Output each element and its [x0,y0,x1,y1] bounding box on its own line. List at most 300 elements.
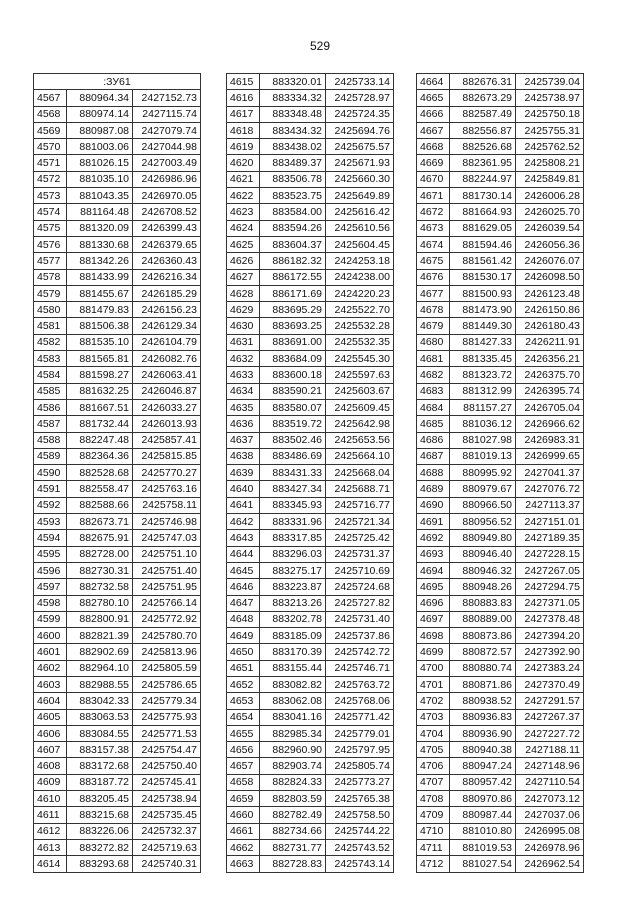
x-coordinate: 883202.78 [260,611,326,627]
point-number: 4698 [417,628,450,644]
point-number: 4707 [417,774,450,790]
table-row [227,465,394,481]
x-coordinate: 883320.01 [260,74,326,90]
point-number: 4675 [417,253,450,269]
point-number: 4699 [417,644,450,660]
point-number: 4582 [34,334,67,350]
y-coordinate: 2425751.40 [133,562,201,578]
point-number: 4712 [417,856,450,872]
x-coordinate: 883082.82 [260,676,326,692]
y-coordinate: 2426983.31 [516,432,584,448]
point-number: 4605 [34,709,67,725]
point-number: 4629 [227,302,260,318]
point-number: 4577 [34,253,67,269]
x-coordinate: 881473.90 [450,302,516,318]
x-coordinate: 880964.34 [67,90,133,106]
point-number: 4655 [227,725,260,741]
point-number: 4590 [34,465,67,481]
y-coordinate: 2425746.98 [133,514,201,530]
table-row [34,514,201,530]
x-coordinate: 882673.71 [67,514,133,530]
y-coordinate: 2425732.37 [133,823,201,839]
x-coordinate: 883331.96 [260,514,326,530]
point-number: 4654 [227,709,260,725]
point-number: 4620 [227,155,260,171]
table-row [417,318,584,334]
table-row [417,497,584,513]
table-row [227,530,394,546]
table-row [227,171,394,187]
x-coordinate: 881479.83 [67,302,133,318]
point-number: 4661 [227,823,260,839]
y-coordinate: 2427152.73 [133,90,201,106]
point-number: 4593 [34,514,67,530]
x-coordinate: 886172.55 [260,269,326,285]
table-row [417,709,584,725]
x-coordinate: 881433.99 [67,269,133,285]
point-number: 4683 [417,383,450,399]
table-row [34,416,201,432]
x-coordinate: 883431.33 [260,465,326,481]
point-number: 4615 [227,74,260,90]
point-number: 4610 [34,791,67,807]
x-coordinate: 882556.87 [450,122,516,138]
point-number: 4572 [34,171,67,187]
table-row [417,269,584,285]
y-coordinate: 2425727.82 [326,595,394,611]
table-row [227,758,394,774]
y-coordinate: 2425755.31 [516,122,584,138]
y-coordinate: 2425771.42 [326,709,394,725]
table-row [34,269,201,285]
x-coordinate: 882528.68 [67,465,133,481]
x-coordinate: 881019.53 [450,839,516,855]
point-number: 4641 [227,497,260,513]
y-coordinate: 2426399.43 [133,220,201,236]
table-row [227,644,394,660]
y-coordinate: 2425653.56 [326,432,394,448]
table-row [227,432,394,448]
y-coordinate: 2427228.15 [516,546,584,562]
table-row [34,122,201,138]
point-number: 4678 [417,302,450,318]
table-row [34,628,201,644]
point-number: 4708 [417,791,450,807]
point-number: 4691 [417,514,450,530]
y-coordinate: 2425744.22 [326,823,394,839]
point-number: 4680 [417,334,450,350]
y-coordinate: 2425737.86 [326,628,394,644]
y-coordinate: 2425808.21 [516,155,584,171]
y-coordinate: 2427148.96 [516,758,584,774]
y-coordinate: 2426705.04 [516,399,584,415]
table-row [34,236,201,252]
table-row [417,628,584,644]
x-coordinate: 880936.83 [450,709,516,725]
x-coordinate: 881342.26 [67,253,133,269]
table-row [34,676,201,692]
y-coordinate: 2427189.35 [516,530,584,546]
y-coordinate: 2425675.57 [326,139,394,155]
x-coordinate: 882588.66 [67,497,133,513]
point-number: 4596 [34,562,67,578]
point-number: 4686 [417,432,450,448]
point-number: 4709 [417,807,450,823]
x-coordinate: 883486.69 [260,448,326,464]
point-number: 4647 [227,595,260,611]
point-number: 4609 [34,774,67,790]
table-row [227,90,394,106]
y-coordinate: 2425728.97 [326,90,394,106]
y-coordinate: 2425545.30 [326,351,394,367]
table-row [417,579,584,595]
y-coordinate: 2426379.65 [133,236,201,252]
table-row [227,693,394,709]
point-number: 4690 [417,497,450,513]
y-coordinate: 2427073.12 [516,791,584,807]
y-coordinate: 2426123.48 [516,285,584,301]
x-coordinate: 881500.93 [450,285,516,301]
point-number: 4696 [417,595,450,611]
point-number: 4603 [34,676,67,692]
table-row [227,334,394,350]
table-row [227,236,394,252]
point-number: 4626 [227,253,260,269]
table-row [227,514,394,530]
y-coordinate: 2425813.96 [133,644,201,660]
y-coordinate: 2425751.95 [133,579,201,595]
table-row [227,285,394,301]
point-number: 4581 [34,318,67,334]
point-number: 4634 [227,383,260,399]
point-number: 4588 [34,432,67,448]
y-coordinate: 2425779.01 [326,725,394,741]
y-coordinate: 2425738.97 [516,90,584,106]
point-number: 4645 [227,562,260,578]
table-row [417,839,584,855]
point-number: 4591 [34,481,67,497]
point-number: 4706 [417,758,450,774]
y-coordinate: 2426185.29 [133,285,201,301]
table-row [34,823,201,839]
table-row [34,774,201,790]
point-number: 4604 [34,693,67,709]
x-coordinate: 883334.32 [260,90,326,106]
table-row [34,367,201,383]
table-row [34,351,201,367]
x-coordinate: 883185.09 [260,628,326,644]
point-number: 4648 [227,611,260,627]
table-row [417,253,584,269]
table-row [34,465,201,481]
table-row [227,383,394,399]
x-coordinate: 883695.29 [260,302,326,318]
point-number: 4622 [227,188,260,204]
point-number: 4573 [34,188,67,204]
table-row [417,106,584,122]
y-coordinate: 2425738.94 [133,791,201,807]
point-number: 4589 [34,448,67,464]
y-coordinate: 2425805.59 [133,660,201,676]
point-number: 4672 [417,204,450,220]
table-row [417,644,584,660]
y-coordinate: 2425724.68 [326,579,394,595]
table-row [417,399,584,415]
point-number: 4632 [227,351,260,367]
table-row [34,139,201,155]
x-coordinate: 882361.95 [450,155,516,171]
y-coordinate: 2425642.98 [326,416,394,432]
point-number: 4575 [34,220,67,236]
y-coordinate: 2425815.85 [133,448,201,464]
x-coordinate: 883041.16 [260,709,326,725]
table-row [417,139,584,155]
table-row [227,416,394,432]
point-number: 4630 [227,318,260,334]
y-coordinate: 2425743.14 [326,856,394,872]
x-coordinate: 883155.44 [260,660,326,676]
table-row [34,383,201,399]
table-row [227,611,394,627]
x-coordinate: 882782.49 [260,807,326,823]
point-number: 4594 [34,530,67,546]
y-coordinate: 2427392.90 [516,644,584,660]
x-coordinate: 883345.93 [260,497,326,513]
table-row [34,611,201,627]
point-number: 4659 [227,791,260,807]
table-row [417,693,584,709]
point-number: 4653 [227,693,260,709]
table-row [34,334,201,350]
point-number: 4695 [417,579,450,595]
y-coordinate: 2427294.75 [516,579,584,595]
y-coordinate: 2425765.38 [326,791,394,807]
point-number: 4656 [227,742,260,758]
x-coordinate: 880946.32 [450,562,516,578]
table-row [417,774,584,790]
x-coordinate: 881026.15 [67,155,133,171]
y-coordinate: 2425735.45 [133,807,201,823]
y-coordinate: 2426039.54 [516,220,584,236]
x-coordinate: 881164.48 [67,204,133,220]
y-coordinate: 2427227.72 [516,725,584,741]
table-row [227,791,394,807]
point-number: 4642 [227,514,260,530]
y-coordinate: 2426180.43 [516,318,584,334]
y-coordinate: 2427113.37 [516,497,584,513]
point-number: 4598 [34,595,67,611]
table-row [227,660,394,676]
table-row [227,204,394,220]
table-row [227,448,394,464]
point-number: 4694 [417,562,450,578]
point-number: 4711 [417,839,450,855]
table-row [34,644,201,660]
y-coordinate: 2425849.81 [516,171,584,187]
point-number: 4601 [34,644,67,660]
y-coordinate: 2426025.70 [516,204,584,220]
x-coordinate: 882728.00 [67,546,133,562]
table-row [417,562,584,578]
point-number: 4637 [227,432,260,448]
y-coordinate: 2425739.04 [516,74,584,90]
table-row [417,595,584,611]
point-number: 4606 [34,725,67,741]
table-row [34,399,201,415]
table-row [227,595,394,611]
table-row [417,856,584,872]
table-row [34,204,201,220]
point-number: 4649 [227,628,260,644]
x-coordinate: 883594.26 [260,220,326,236]
x-coordinate: 880949.80 [450,530,516,546]
y-coordinate: 2425758.11 [133,497,201,513]
table-row [227,220,394,236]
x-coordinate: 880883.83 [450,595,516,611]
y-coordinate: 2425780.70 [133,628,201,644]
point-number: 4616 [227,90,260,106]
point-number: 4640 [227,481,260,497]
x-coordinate: 881003.06 [67,139,133,155]
x-coordinate: 883506.78 [260,171,326,187]
table-row [34,579,201,595]
x-coordinate: 880956.52 [450,514,516,530]
coordinates-table-1 [33,73,201,873]
table-row [227,839,394,855]
point-number: 4651 [227,660,260,676]
table-row [417,188,584,204]
table-row [417,807,584,823]
table-row [417,90,584,106]
table-row [417,742,584,758]
y-coordinate: 2425664.10 [326,448,394,464]
y-coordinate: 2426150.86 [516,302,584,318]
y-coordinate: 2427378.48 [516,611,584,627]
point-number: 4663 [227,856,260,872]
table-row [34,285,201,301]
point-number: 4631 [227,334,260,350]
point-number: 4579 [34,285,67,301]
y-coordinate: 2426356.21 [516,351,584,367]
x-coordinate: 880873.86 [450,628,516,644]
y-coordinate: 2425731.37 [326,546,394,562]
table-row [417,465,584,481]
x-coordinate: 881565.81 [67,351,133,367]
table-row [417,530,584,546]
point-number: 4692 [417,530,450,546]
y-coordinate: 2426360.43 [133,253,201,269]
point-number: 4644 [227,546,260,562]
x-coordinate: 883348.48 [260,106,326,122]
x-coordinate: 883213.26 [260,595,326,611]
x-coordinate: 880948.26 [450,579,516,595]
y-coordinate: 2426962.54 [516,856,584,872]
x-coordinate: 880936.90 [450,725,516,741]
table-row [34,742,201,758]
x-coordinate: 882364.36 [67,448,133,464]
y-coordinate: 2426056.36 [516,236,584,252]
point-number: 4623 [227,204,260,220]
x-coordinate: 882676.31 [450,74,516,90]
x-coordinate: 882244.97 [450,171,516,187]
point-number: 4627 [227,269,260,285]
point-number: 4679 [417,318,450,334]
point-number: 4587 [34,416,67,432]
x-coordinate: 883580.07 [260,399,326,415]
x-coordinate: 883684.09 [260,351,326,367]
x-coordinate: 880995.92 [450,465,516,481]
x-coordinate: 883226.06 [67,823,133,839]
point-number: 4574 [34,204,67,220]
point-number: 4660 [227,807,260,823]
point-number: 4674 [417,236,450,252]
table-row [34,807,201,823]
table-row [227,74,394,90]
x-coordinate: 883170.39 [260,644,326,660]
point-number: 4693 [417,546,450,562]
x-coordinate: 883590.21 [260,383,326,399]
x-coordinate: 883502.46 [260,432,326,448]
x-coordinate: 880957.42 [450,774,516,790]
point-number: 4617 [227,106,260,122]
y-coordinate: 2425750.40 [133,758,201,774]
point-number: 4677 [417,285,450,301]
y-coordinate: 2427151.01 [516,514,584,530]
table-row [34,660,201,676]
y-coordinate: 2425660.30 [326,171,394,187]
y-coordinate: 2425797.95 [326,742,394,758]
x-coordinate: 883223.87 [260,579,326,595]
x-coordinate: 882988.55 [67,676,133,692]
table-row [34,562,201,578]
x-coordinate: 880871.86 [450,676,516,692]
y-coordinate: 2425710.69 [326,562,394,578]
y-coordinate: 2427370.49 [516,676,584,692]
x-coordinate: 881027.54 [450,856,516,872]
y-coordinate: 2425649.89 [326,188,394,204]
y-coordinate: 2425771.53 [133,725,201,741]
x-coordinate: 883275.17 [260,562,326,578]
x-coordinate: 882673.29 [450,90,516,106]
y-coordinate: 2425522.70 [326,302,394,318]
table-row [227,497,394,513]
coordinates-table-3 [416,73,584,873]
y-coordinate: 2425779.34 [133,693,201,709]
y-coordinate: 2425763.16 [133,481,201,497]
y-coordinate: 2427267.05 [516,562,584,578]
point-number: 4612 [34,823,67,839]
y-coordinate: 2425731.40 [326,611,394,627]
y-coordinate: 2427267.37 [516,709,584,725]
x-coordinate: 882558.47 [67,481,133,497]
x-coordinate: 882732.58 [67,579,133,595]
x-coordinate: 881629.05 [450,220,516,236]
table-row [417,660,584,676]
x-coordinate: 883434.32 [260,122,326,138]
x-coordinate: 880872.57 [450,644,516,660]
y-coordinate: 2425694.76 [326,122,394,138]
point-number: 4664 [417,74,450,90]
y-coordinate: 2426082.76 [133,351,201,367]
x-coordinate: 882780.10 [67,595,133,611]
point-number: 4673 [417,220,450,236]
point-number: 4638 [227,448,260,464]
x-coordinate: 883427.34 [260,481,326,497]
table-row [227,774,394,790]
x-coordinate: 881427.33 [450,334,516,350]
point-number: 4703 [417,709,450,725]
y-coordinate: 2425668.04 [326,465,394,481]
